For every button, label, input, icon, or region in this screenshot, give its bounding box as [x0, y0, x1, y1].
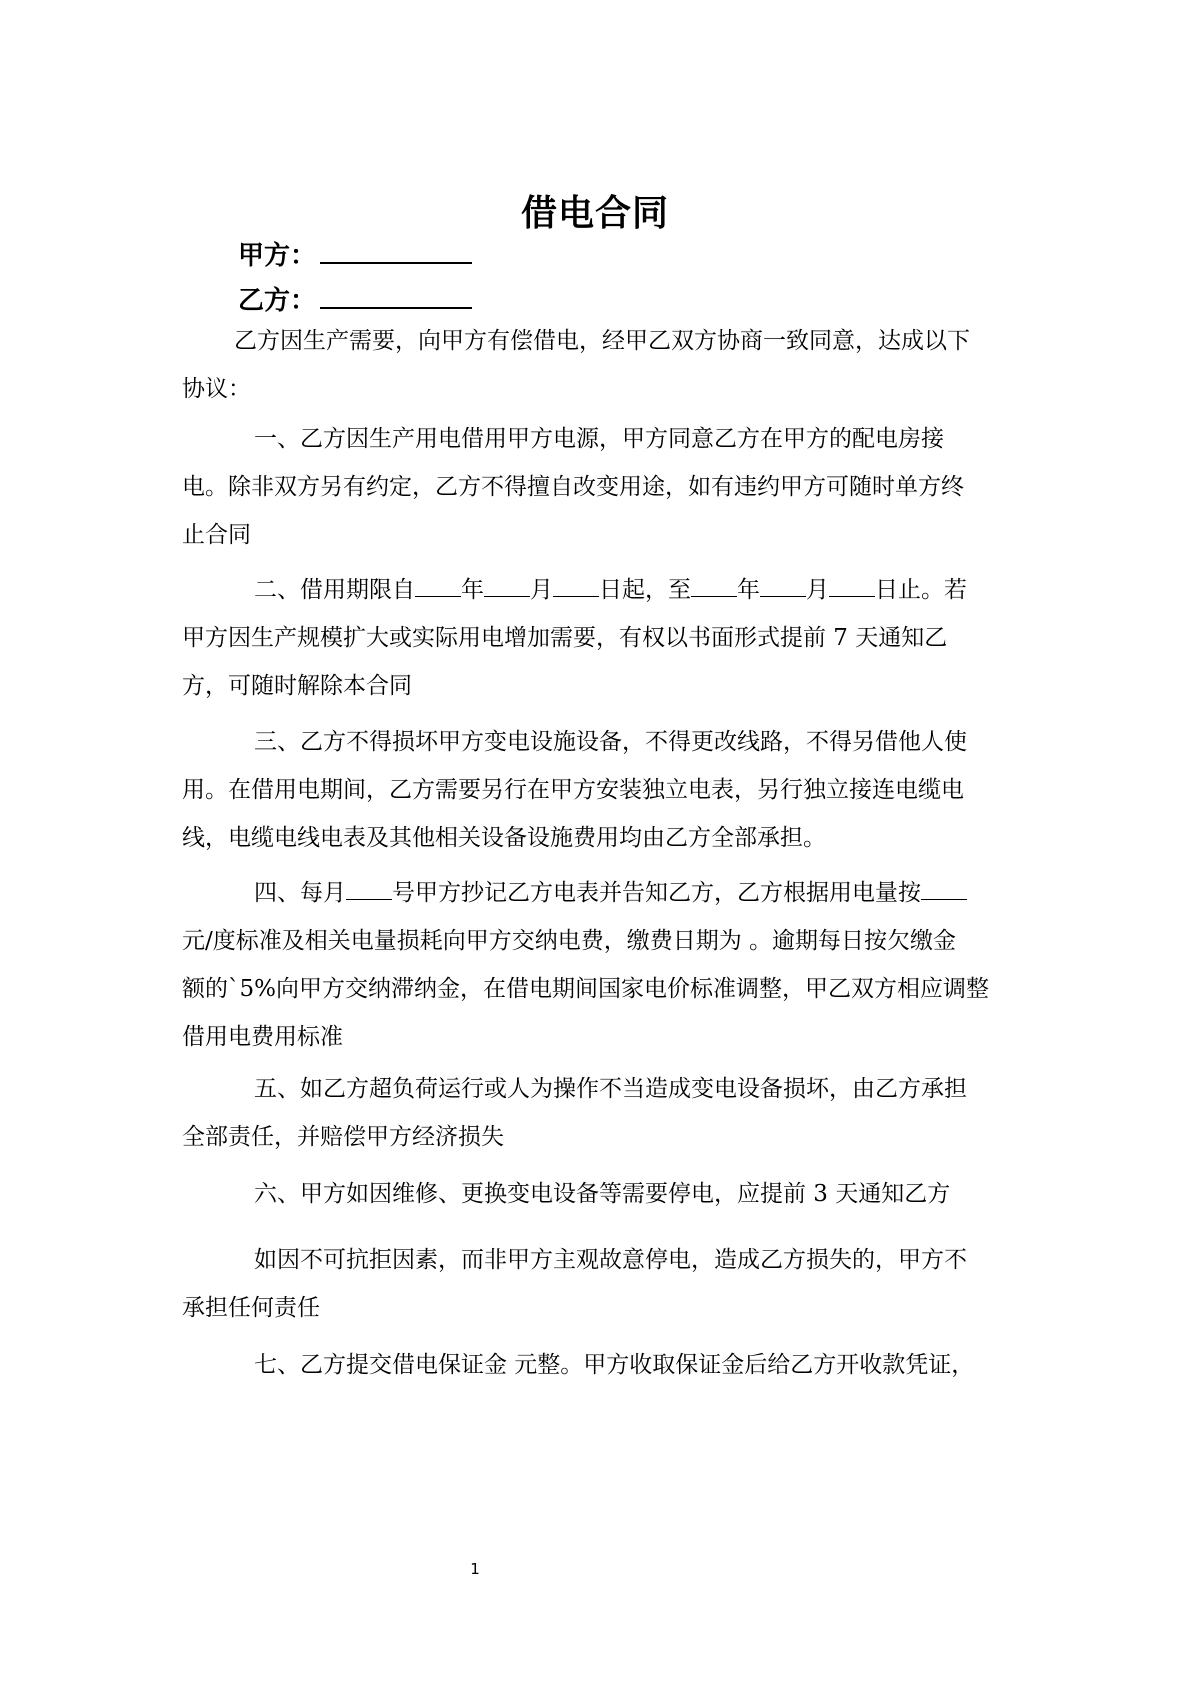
clause-4 [182, 869, 1008, 1061]
clause-2-text: 年 [461, 577, 484, 603]
clause-2 [182, 566, 1008, 710]
party-a-line [238, 236, 472, 274]
clause-2-text: 月 [530, 577, 553, 603]
clause-2-text: 日起，至 [599, 577, 691, 603]
clause-2-text: 二、借用期限自 [254, 577, 415, 603]
clause-6-continued [182, 1236, 1008, 1332]
month-blank [760, 574, 806, 597]
month-blank [484, 574, 530, 597]
clause-2-text: 日止。若 [875, 577, 967, 603]
intro-paragraph [182, 317, 1008, 413]
day-blank [346, 877, 392, 900]
clause-2-line: 方，可随时解除本合同 [182, 673, 412, 699]
clause-5-line: 全部责任，并赔偿甲方经济损失 [182, 1124, 504, 1150]
clause-2-line [182, 566, 1008, 614]
document-title: 借电合同 [520, 193, 669, 234]
clause-3-line: 线，电缆电线电表及其他相关设备设施费用均由乙方全部承担。 [182, 825, 826, 851]
clause-2-text: 年 [737, 577, 760, 603]
clause-6 [182, 1170, 1008, 1218]
year-blank [415, 574, 461, 597]
year-blank [691, 574, 737, 597]
clause-7 [182, 1341, 1008, 1389]
clause-2-text: 月 [806, 577, 829, 603]
clause-1-line: 止合同 [182, 522, 251, 548]
clause-4-text: 号甲方抄记乙方电表并告知乙方，乙方根据用电量按 [392, 880, 921, 906]
party-a-label: 甲方： [238, 241, 317, 271]
clause-5-line: 五、如乙方超负荷运行或人为操作不当造成变电设备损坏，由乙方承担 [254, 1076, 967, 1102]
clause-3-line: 三、乙方不得损坏甲方变电设施设备，不得更改线路，不得另借他人使 [254, 729, 967, 755]
clause-2-line: 甲方因生产规模扩大或实际用电增加需要，有权以书面形式提前 7 天通知乙 [182, 625, 948, 651]
price-blank [921, 877, 967, 900]
clause-1-line: 电。除非双方另有约定，乙方不得擅自改变用途，如有违约甲方可随时单方终 [182, 474, 964, 500]
clause-1 [182, 415, 1008, 559]
clause-3 [182, 718, 1008, 862]
intro-line: 协议： [182, 376, 251, 402]
clause-4-text: 四、每月 [254, 880, 346, 906]
clause-6b-line: 承担任何责任 [182, 1295, 320, 1321]
party-a-blank [320, 236, 472, 264]
page-number: 1 [470, 1560, 480, 1578]
party-b-label: 乙方： [238, 286, 317, 316]
clause-4-line: 元/度标准及相关电量损耗向甲方交纳电费，缴费日期为 。逾期每日按欠缴金 [182, 928, 957, 954]
day-blank [553, 574, 599, 597]
clause-6b-line: 如因不可抗拒因素，而非甲方主观故意停电，造成乙方损失的，甲方不 [254, 1247, 967, 1273]
clause-4-line: 借用电费用标准 [182, 1024, 343, 1050]
party-b-line [238, 281, 472, 319]
clause-3-line: 用。在借用电期间，乙方需要另行在甲方安装独立电表，另行独立接连电缆电 [182, 777, 964, 803]
clause-4-line: 额的`5%向甲方交纳滞纳金，在借电期间国家电价标准调整，甲乙双方相应调整 [182, 976, 989, 1002]
day-blank [829, 574, 875, 597]
clause-4-line [182, 869, 1008, 917]
party-b-blank [320, 281, 472, 309]
clause-6-line: 六、甲方如因维修、更换变电设备等需要停电，应提前 3 天通知乙方 [254, 1181, 951, 1207]
clause-1-line: 一、乙方因生产用电借用甲方电源，甲方同意乙方在甲方的配电房接 [254, 426, 944, 452]
clause-7-line: 七、乙方提交借电保证金 元整。甲方收取保证金后给乙方开收款凭证， [254, 1352, 975, 1378]
intro-line: 乙方因生产需要，向甲方有偿借电，经甲乙双方协商一致同意，达成以下 [234, 328, 970, 354]
clause-5 [182, 1065, 1008, 1161]
